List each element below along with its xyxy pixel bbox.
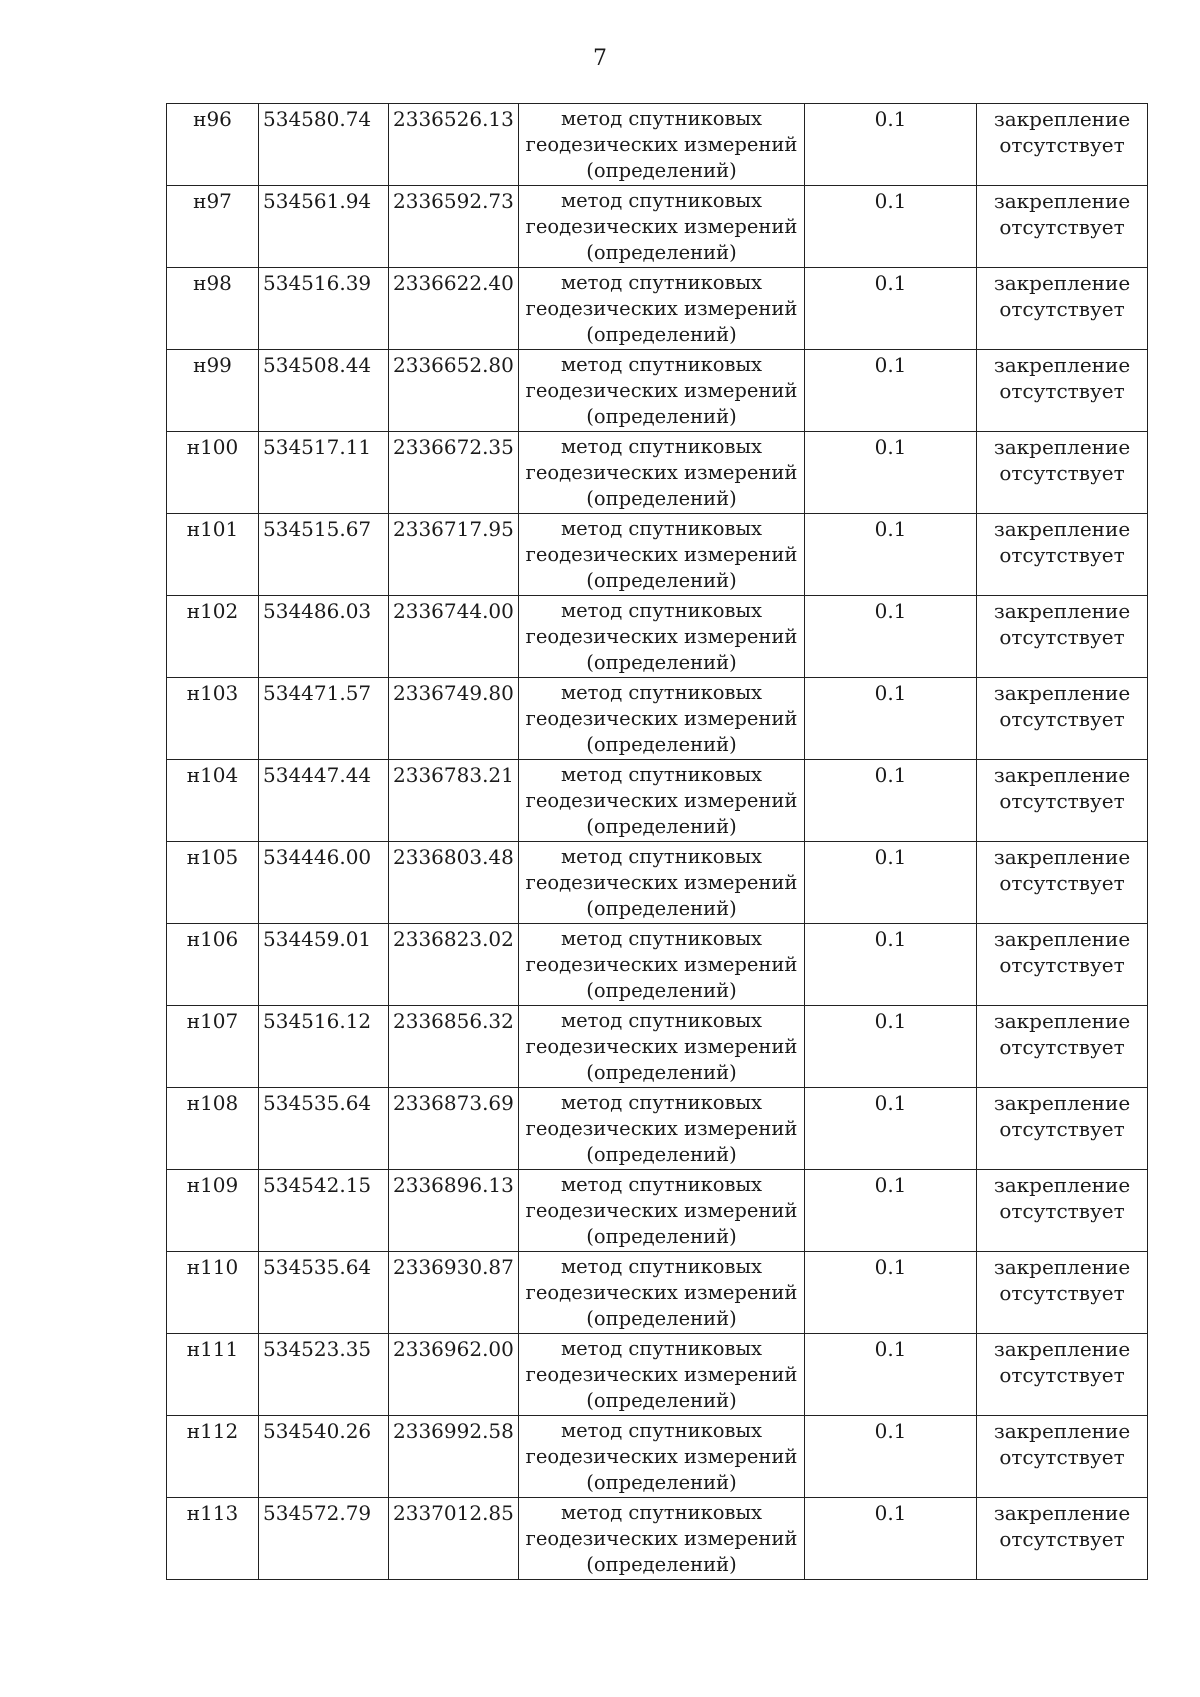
table-row	[167, 1498, 1148, 1580]
x-coordinate-cell: 534446.00	[259, 842, 389, 924]
fixing-text-line: закрепление	[993, 763, 1131, 787]
table-row	[167, 514, 1148, 596]
fixing-cell	[977, 760, 1148, 842]
method-text-line: метод спутниковых	[560, 1091, 763, 1114]
method-text-line: метод спутниковых	[560, 763, 763, 786]
method-text-line: (определений)	[586, 1061, 737, 1084]
table-row	[167, 186, 1148, 268]
method-text-line: (определений)	[586, 651, 737, 674]
table-row	[167, 1006, 1148, 1088]
fixing-text-line: отсутствует	[999, 297, 1125, 321]
method-text-line: геодезических измерений	[525, 1199, 798, 1222]
method-text-line: геодезических измерений	[525, 1527, 798, 1550]
method-text-line: (определений)	[586, 323, 737, 346]
fixing-cell	[977, 842, 1148, 924]
x-coordinate-cell: 534516.39	[259, 268, 389, 350]
fixing-text-line: закрепление	[993, 599, 1131, 623]
fixing-text-line: отсутствует	[999, 789, 1125, 813]
point-name-cell: н100	[167, 432, 259, 514]
y-coordinate-cell: 2336873.69	[389, 1088, 519, 1170]
method-text-line: метод спутниковых	[560, 845, 763, 868]
point-name-cell: н96	[167, 104, 259, 186]
fixing-text-line: закрепление	[993, 927, 1131, 951]
fixing-cell	[977, 1498, 1148, 1580]
fixing-cell	[977, 924, 1148, 1006]
y-coordinate-cell: 2336783.21	[389, 760, 519, 842]
fixing-text-line: отсутствует	[999, 1363, 1125, 1387]
coordinates-table	[166, 103, 1148, 1580]
fixing-text-line: отсутствует	[999, 871, 1125, 895]
fixing-text-line: отсутствует	[999, 1199, 1125, 1223]
method-text-line: (определений)	[586, 815, 737, 838]
fixing-text-line: отсутствует	[999, 707, 1125, 731]
method-text-line: геодезических измерений	[525, 133, 798, 156]
point-name-cell: н110	[167, 1252, 259, 1334]
method-cell	[519, 760, 805, 842]
method-text-line: геодезических измерений	[525, 1445, 798, 1468]
fixing-text-line: отсутствует	[999, 461, 1125, 485]
y-coordinate-cell: 2336744.00	[389, 596, 519, 678]
y-coordinate-cell: 2337012.85	[389, 1498, 519, 1580]
method-text-line: метод спутниковых	[560, 1501, 763, 1524]
fixing-text-line: закрепление	[993, 1337, 1131, 1361]
y-coordinate-cell: 2336823.02	[389, 924, 519, 1006]
method-text-line: (определений)	[586, 1471, 737, 1494]
x-coordinate-cell: 534471.57	[259, 678, 389, 760]
table-row	[167, 1416, 1148, 1498]
method-text-line: метод спутниковых	[560, 681, 763, 704]
x-coordinate-cell: 534459.01	[259, 924, 389, 1006]
fixing-text-line: закрепление	[993, 107, 1131, 131]
table-row	[167, 842, 1148, 924]
table-row	[167, 924, 1148, 1006]
point-name-cell: н97	[167, 186, 259, 268]
y-coordinate-cell: 2336717.95	[389, 514, 519, 596]
accuracy-cell: 0.1	[805, 1498, 977, 1580]
fixing-text-line: закрепление	[993, 1091, 1131, 1115]
method-cell	[519, 1088, 805, 1170]
table-row	[167, 1088, 1148, 1170]
method-text-line: геодезических измерений	[525, 1281, 798, 1304]
method-cell	[519, 1170, 805, 1252]
method-text-line: геодезических измерений	[525, 953, 798, 976]
method-text-line: (определений)	[586, 241, 737, 264]
accuracy-cell: 0.1	[805, 1252, 977, 1334]
method-text-line: геодезических измерений	[525, 543, 798, 566]
y-coordinate-cell: 2336896.13	[389, 1170, 519, 1252]
fixing-text-line: закрепление	[993, 1419, 1131, 1443]
accuracy-cell: 0.1	[805, 432, 977, 514]
y-coordinate-cell: 2336526.13	[389, 104, 519, 186]
method-text-line: метод спутниковых	[560, 517, 763, 540]
method-text-line: геодезических измерений	[525, 625, 798, 648]
fixing-text-line: закрепление	[993, 353, 1131, 377]
point-name-cell: н106	[167, 924, 259, 1006]
y-coordinate-cell: 2336856.32	[389, 1006, 519, 1088]
table-row	[167, 104, 1148, 186]
method-text-line: (определений)	[586, 1553, 737, 1576]
accuracy-cell: 0.1	[805, 678, 977, 760]
method-cell	[519, 350, 805, 432]
accuracy-cell: 0.1	[805, 1088, 977, 1170]
accuracy-cell: 0.1	[805, 268, 977, 350]
accuracy-cell: 0.1	[805, 596, 977, 678]
method-text-line: геодезических измерений	[525, 215, 798, 238]
point-name-cell: н109	[167, 1170, 259, 1252]
point-name-cell: н98	[167, 268, 259, 350]
fixing-text-line: отсутствует	[999, 953, 1125, 977]
method-text-line: метод спутниковых	[560, 107, 763, 130]
fixing-cell	[977, 1416, 1148, 1498]
x-coordinate-cell: 534561.94	[259, 186, 389, 268]
fixing-text-line: отсутствует	[999, 133, 1125, 157]
x-coordinate-cell: 534523.35	[259, 1334, 389, 1416]
accuracy-cell: 0.1	[805, 924, 977, 1006]
fixing-text-line: отсутствует	[999, 1281, 1125, 1305]
method-cell	[519, 186, 805, 268]
x-coordinate-cell: 534572.79	[259, 1498, 389, 1580]
x-coordinate-cell: 534517.11	[259, 432, 389, 514]
table-row	[167, 678, 1148, 760]
method-cell	[519, 1416, 805, 1498]
fixing-cell	[977, 1006, 1148, 1088]
table-row	[167, 1170, 1148, 1252]
x-coordinate-cell: 534542.15	[259, 1170, 389, 1252]
y-coordinate-cell: 2336749.80	[389, 678, 519, 760]
accuracy-cell: 0.1	[805, 186, 977, 268]
method-text-line: (определений)	[586, 1225, 737, 1248]
fixing-cell	[977, 104, 1148, 186]
fixing-text-line: закрепление	[993, 845, 1131, 869]
point-name-cell: н103	[167, 678, 259, 760]
fixing-text-line: отсутствует	[999, 1527, 1125, 1551]
accuracy-cell: 0.1	[805, 350, 977, 432]
x-coordinate-cell: 534515.67	[259, 514, 389, 596]
method-text-line: метод спутниковых	[560, 435, 763, 458]
y-coordinate-cell: 2336930.87	[389, 1252, 519, 1334]
accuracy-cell: 0.1	[805, 104, 977, 186]
table-row	[167, 268, 1148, 350]
accuracy-cell: 0.1	[805, 760, 977, 842]
point-name-cell: н102	[167, 596, 259, 678]
y-coordinate-cell: 2336962.00	[389, 1334, 519, 1416]
fixing-cell	[977, 1334, 1148, 1416]
x-coordinate-cell: 534580.74	[259, 104, 389, 186]
x-coordinate-cell: 534486.03	[259, 596, 389, 678]
fixing-cell	[977, 596, 1148, 678]
y-coordinate-cell: 2336672.35	[389, 432, 519, 514]
method-cell	[519, 1334, 805, 1416]
fixing-text-line: закрепление	[993, 1173, 1131, 1197]
method-text-line: метод спутниковых	[560, 927, 763, 950]
method-text-line: метод спутниковых	[560, 189, 763, 212]
page-number: 7	[593, 46, 607, 71]
x-coordinate-cell: 534540.26	[259, 1416, 389, 1498]
table-row	[167, 596, 1148, 678]
accuracy-cell: 0.1	[805, 842, 977, 924]
method-text-line: метод спутниковых	[560, 1337, 763, 1360]
method-text-line: (определений)	[586, 159, 737, 182]
fixing-cell	[977, 186, 1148, 268]
accuracy-cell: 0.1	[805, 1334, 977, 1416]
method-text-line: геодезических измерений	[525, 461, 798, 484]
fixing-text-line: отсутствует	[999, 543, 1125, 567]
coordinates-table-body	[167, 104, 1148, 1580]
fixing-text-line: отсутствует	[999, 1117, 1125, 1141]
point-name-cell: н99	[167, 350, 259, 432]
table-row	[167, 350, 1148, 432]
method-cell	[519, 514, 805, 596]
fixing-cell	[977, 514, 1148, 596]
accuracy-cell: 0.1	[805, 1006, 977, 1088]
method-text-line: (определений)	[586, 487, 737, 510]
method-text-line: (определений)	[586, 733, 737, 756]
method-cell	[519, 1252, 805, 1334]
method-text-line: геодезических измерений	[525, 789, 798, 812]
point-name-cell: н113	[167, 1498, 259, 1580]
method-text-line: геодезических измерений	[525, 1117, 798, 1140]
method-cell	[519, 268, 805, 350]
fixing-cell	[977, 1252, 1148, 1334]
y-coordinate-cell: 2336992.58	[389, 1416, 519, 1498]
method-text-line: геодезических измерений	[525, 707, 798, 730]
fixing-text-line: закрепление	[993, 189, 1131, 213]
fixing-text-line: закрепление	[993, 1255, 1131, 1279]
method-text-line: метод спутниковых	[560, 1255, 763, 1278]
y-coordinate-cell: 2336652.80	[389, 350, 519, 432]
method-text-line: (определений)	[586, 1307, 737, 1330]
x-coordinate-cell: 534516.12	[259, 1006, 389, 1088]
table-row	[167, 1252, 1148, 1334]
point-name-cell: н108	[167, 1088, 259, 1170]
fixing-text-line: отсутствует	[999, 625, 1125, 649]
method-text-line: геодезических измерений	[525, 871, 798, 894]
fixing-text-line: закрепление	[993, 681, 1131, 705]
x-coordinate-cell: 534535.64	[259, 1252, 389, 1334]
fixing-text-line: закрепление	[993, 435, 1131, 459]
y-coordinate-cell: 2336622.40	[389, 268, 519, 350]
point-name-cell: н111	[167, 1334, 259, 1416]
method-text-line: геодезических измерений	[525, 379, 798, 402]
fixing-cell	[977, 1088, 1148, 1170]
point-name-cell: н104	[167, 760, 259, 842]
table-row	[167, 1334, 1148, 1416]
accuracy-cell: 0.1	[805, 514, 977, 596]
accuracy-cell: 0.1	[805, 1170, 977, 1252]
method-text-line: (определений)	[586, 405, 737, 428]
method-cell	[519, 596, 805, 678]
method-cell	[519, 842, 805, 924]
point-name-cell: н107	[167, 1006, 259, 1088]
method-text-line: (определений)	[586, 979, 737, 1002]
method-cell	[519, 1498, 805, 1580]
fixing-cell	[977, 432, 1148, 514]
method-cell	[519, 924, 805, 1006]
method-text-line: метод спутниковых	[560, 1173, 763, 1196]
table-row	[167, 760, 1148, 842]
method-text-line: метод спутниковых	[560, 1419, 763, 1442]
method-text-line: метод спутниковых	[560, 271, 763, 294]
method-text-line: геодезических измерений	[525, 1363, 798, 1386]
method-text-line: геодезических измерений	[525, 1035, 798, 1058]
point-name-cell: н101	[167, 514, 259, 596]
table-row	[167, 432, 1148, 514]
x-coordinate-cell: 534535.64	[259, 1088, 389, 1170]
point-name-cell: н112	[167, 1416, 259, 1498]
fixing-cell	[977, 1170, 1148, 1252]
fixing-text-line: закрепление	[993, 1501, 1131, 1525]
y-coordinate-cell: 2336803.48	[389, 842, 519, 924]
method-cell	[519, 104, 805, 186]
fixing-text-line: отсутствует	[999, 1445, 1125, 1469]
y-coordinate-cell: 2336592.73	[389, 186, 519, 268]
method-text-line: (определений)	[586, 1143, 737, 1166]
method-text-line: метод спутниковых	[560, 353, 763, 376]
fixing-text-line: отсутствует	[999, 1035, 1125, 1059]
method-cell	[519, 1006, 805, 1088]
point-name-cell: н105	[167, 842, 259, 924]
method-text-line: (определений)	[586, 569, 737, 592]
method-text-line: метод спутниковых	[560, 599, 763, 622]
fixing-text-line: отсутствует	[999, 215, 1125, 239]
method-cell	[519, 678, 805, 760]
x-coordinate-cell: 534508.44	[259, 350, 389, 432]
method-cell	[519, 432, 805, 514]
fixing-cell	[977, 268, 1148, 350]
method-text-line: (определений)	[586, 1389, 737, 1412]
accuracy-cell: 0.1	[805, 1416, 977, 1498]
fixing-cell	[977, 678, 1148, 760]
method-text-line: (определений)	[586, 897, 737, 920]
fixing-text-line: закрепление	[993, 1009, 1131, 1033]
fixing-text-line: отсутствует	[999, 379, 1125, 403]
fixing-text-line: закрепление	[993, 271, 1131, 295]
method-text-line: метод спутниковых	[560, 1009, 763, 1032]
fixing-cell	[977, 350, 1148, 432]
method-text-line: геодезических измерений	[525, 297, 798, 320]
fixing-text-line: закрепление	[993, 517, 1131, 541]
x-coordinate-cell: 534447.44	[259, 760, 389, 842]
